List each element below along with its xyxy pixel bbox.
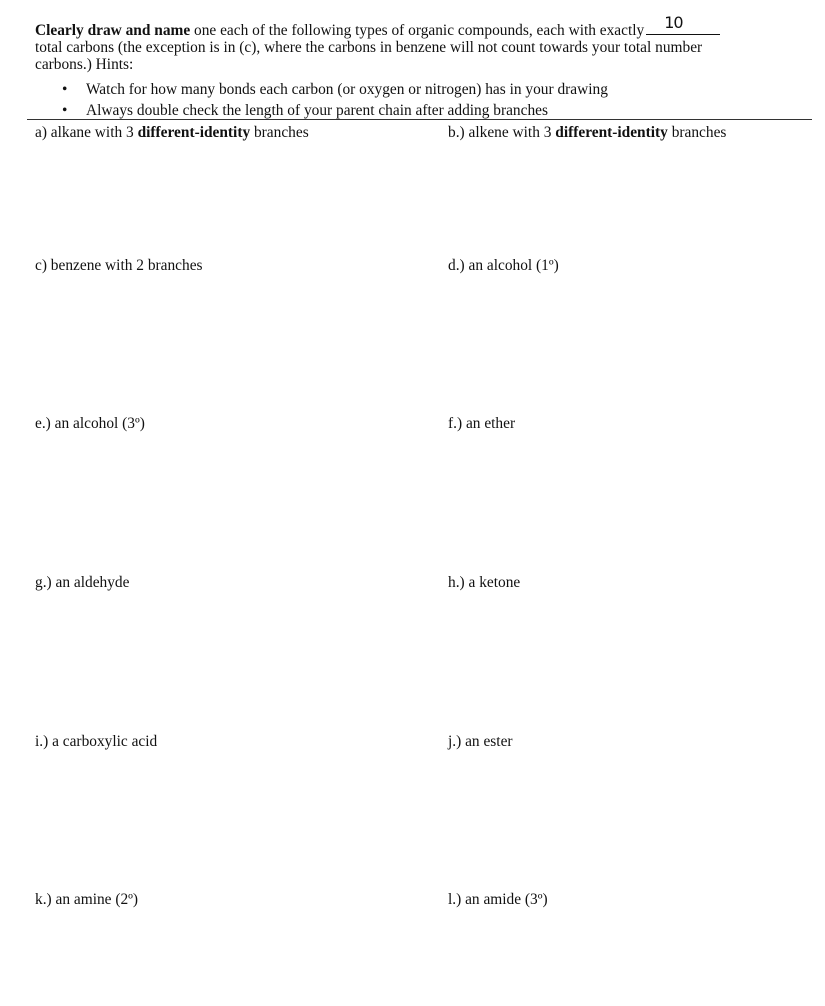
hint-text: Always double check the length of your parent chain after adding branches [86, 102, 548, 119]
carbon-count-blank[interactable] [646, 13, 720, 35]
question-k: k.) an amine (2º) [35, 891, 139, 908]
carbon-count-value: 10 [664, 13, 683, 32]
instructions-line-2: total carbons (the exception is in (c), where the carbons in benzene will not count towards your total number [35, 39, 703, 56]
instructions-bold-lead: Clearly draw and name [35, 22, 191, 39]
question-b-pre: b.) alkene with 3 [448, 124, 556, 141]
question-i: i.) a carboxylic acid [35, 733, 158, 750]
question-a-pre: a) alkane with 3 [35, 124, 138, 141]
question-f: f.) an ether [448, 415, 516, 432]
question-c: c) benzene with 2 branches [35, 257, 203, 274]
question-j: j.) an ester [448, 733, 513, 750]
question-b [448, 124, 726, 142]
question-d: d.) an alcohol (1º) [448, 257, 559, 274]
instructions-line-3: carbons.) Hints: [35, 56, 134, 73]
question-b-bold: different-identity [555, 124, 668, 141]
question-h: h.) a ketone [448, 574, 521, 591]
bullet-icon: • [62, 81, 68, 98]
instructions [35, 13, 795, 73]
question-b-post: branches [667, 124, 727, 141]
question-a-bold: different-identity [137, 124, 251, 141]
instructions-line-1-text: one each of the following types of organic compounds, each with exactly [190, 22, 645, 39]
bullet-icon: • [62, 102, 68, 119]
question-a [35, 124, 309, 142]
section-divider [27, 119, 812, 120]
question-e: e.) an alcohol (3º) [35, 415, 145, 432]
instructions-line-1 [35, 13, 795, 39]
question-g: g.) an aldehyde [35, 574, 130, 591]
question-l: l.) an amide (3º) [448, 891, 548, 908]
hint-item [35, 79, 608, 100]
question-a-post: branches [250, 124, 309, 141]
hint-text: Watch for how many bonds each carbon (or oxygen or nitrogen) has in your drawing [86, 81, 608, 98]
hint-item [35, 100, 608, 121]
hints-list [35, 79, 608, 121]
